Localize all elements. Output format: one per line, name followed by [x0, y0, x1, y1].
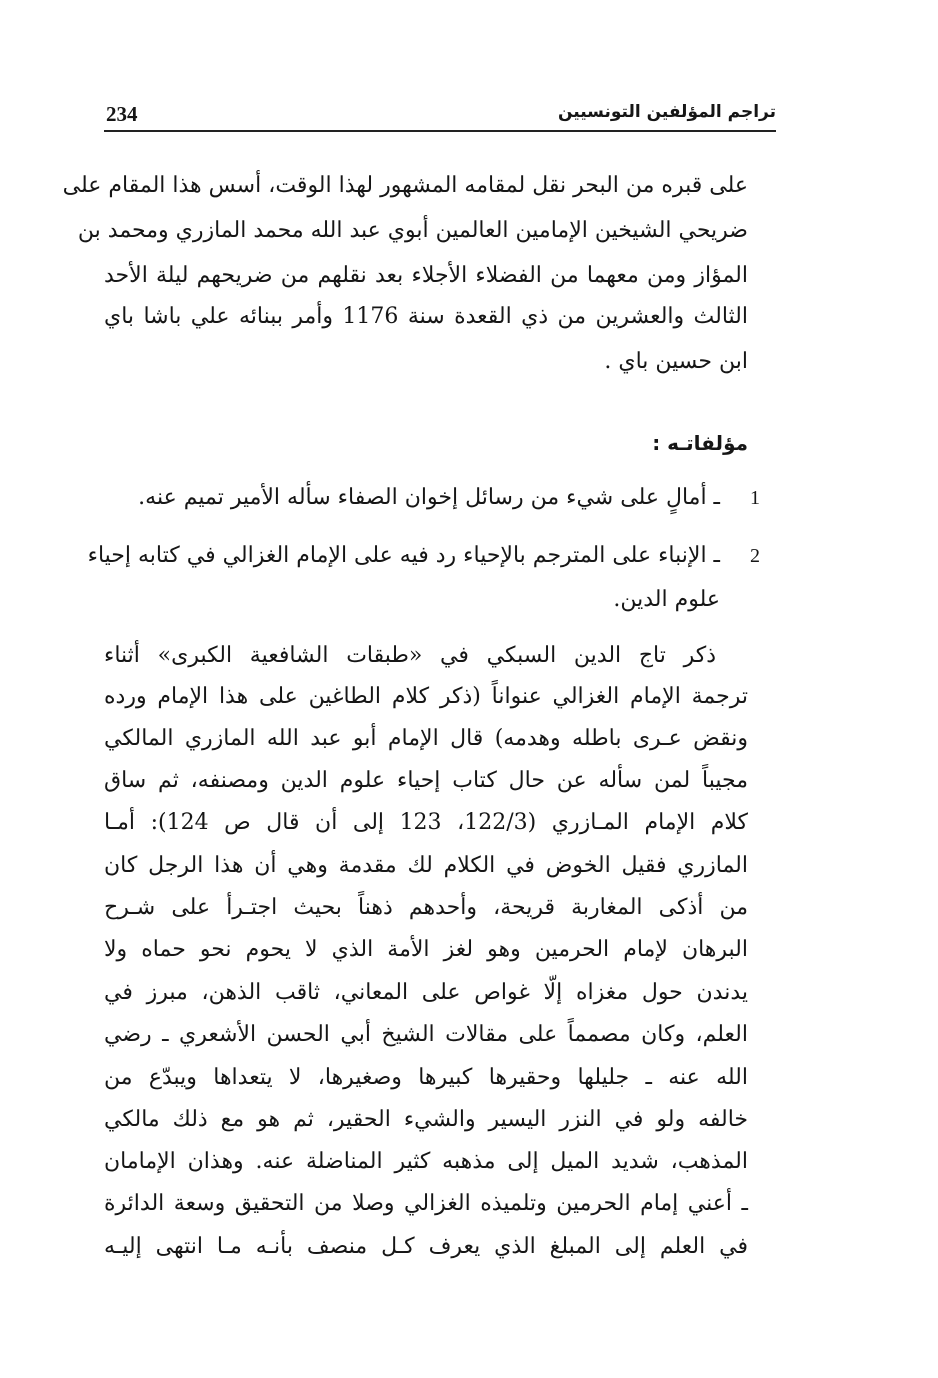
list-item	[104, 480, 760, 520]
paragraph-line: الثالث والعشرين من ذي القعدة سنة 1176 وأمر ببنائه علي باشا باي	[104, 304, 748, 329]
paragraph-line: المذهب، شديد الميل إلى مذهبه كثير المناضلة عنه. وهذان الإمامان	[104, 1149, 748, 1174]
paragraph-line: ذكر تاج الدين السبكي في «طبقات الشافعية الكبرى» أثناء	[104, 643, 716, 668]
paragraph-line: البرهان لإمام الحرمين وهو لغز الأمة الذي لا يحوم نحو حماه ولا	[104, 937, 748, 962]
paragraph-line: المازري فقيل الخوض في الكلام لك مقدمة وهي أن هذا الرجل كان	[104, 853, 748, 878]
list-text: علوم الدين.	[613, 587, 720, 612]
paragraph-line: ضريحي الشيخين الإمامين العالمين أبوي عبد الله محمد المازري ومحمد بن	[77, 218, 748, 243]
paragraph-line: يدندن حول مغزاه إلّا غواص على المعاني، ثاقب الذهن، مبرز في	[104, 980, 748, 1005]
paragraph-line: ـ أعني إمام الحرمين وتلميذه الغزالي وصلا من التحقيق وسعة الدائرة	[104, 1191, 748, 1216]
section-heading: مؤلفاتـه :	[652, 431, 748, 455]
paragraph-line: مجيباً لمن سأله عن حال كتاب إحياء علوم الدين ومصنفه، ثم ساق	[104, 768, 748, 793]
paragraph-line: خالفه ولو في النزر اليسير والشيء الحقير، ثم هو مع ذلك مالكي	[104, 1107, 748, 1132]
page-header	[104, 100, 776, 132]
paragraph-line: كلام الإمام المـازري (122/3، 123 إلى أن قال ص 124): أمـا	[104, 810, 748, 835]
list-number: 2	[750, 545, 760, 567]
paragraph-line: ونقض عـرى باطله وهدمه) قال الإمام أبو عبد الله المازري المالكي	[104, 726, 748, 751]
paragraph-line: الله عنه ـ جليلها وحقيرها كبيرها وصغيرها، لا يتعداها ويبدّع من	[104, 1065, 748, 1090]
paragraph-line: ابن حسين باي .	[604, 349, 748, 374]
list-item	[87, 538, 760, 618]
paragraph-line: من أذكى المغاربة قريحة، وأحدهم ذهناً بحيث اجتـرأ على شـرح	[104, 895, 748, 920]
list-text: ـ أمالٍ على شيء من رسائل إخوان الصفاء سأله الأمير تميم عنه.	[138, 485, 720, 510]
paragraph-line: المؤاز ومن معهما من الفضلاء الأجلاء بعد نقلهم من ضريحهم ليلة الأحد	[104, 263, 748, 288]
list-text: ـ الإنباء على المترجم بالإحياء رد فيه على الإمام الغزالي في كتابه إحياء	[87, 543, 720, 568]
paragraph-line: العلم، وكان مصمماً على مقالات الشيخ أبي الحسن الأشعري ـ رضي	[104, 1022, 748, 1047]
paragraph-line: في العلم إلى المبلغ الذي يعرف كـل منصف بأنـه مـا انتهى إليـه	[104, 1234, 748, 1259]
paragraph-line: ترجمة الإمام الغزالي عنواناً (ذكر كلام الطاغين على هذا الإمام ورده	[104, 684, 748, 709]
paragraph-line: على قبره من البحر نقل لمقامه المشهور لهذا الوقت، أسس هذا المقام على	[62, 173, 748, 198]
list-number: 1	[750, 487, 760, 509]
page-number: 234	[106, 102, 138, 126]
running-title: تراجم المؤلفين التونسيين	[558, 102, 776, 122]
